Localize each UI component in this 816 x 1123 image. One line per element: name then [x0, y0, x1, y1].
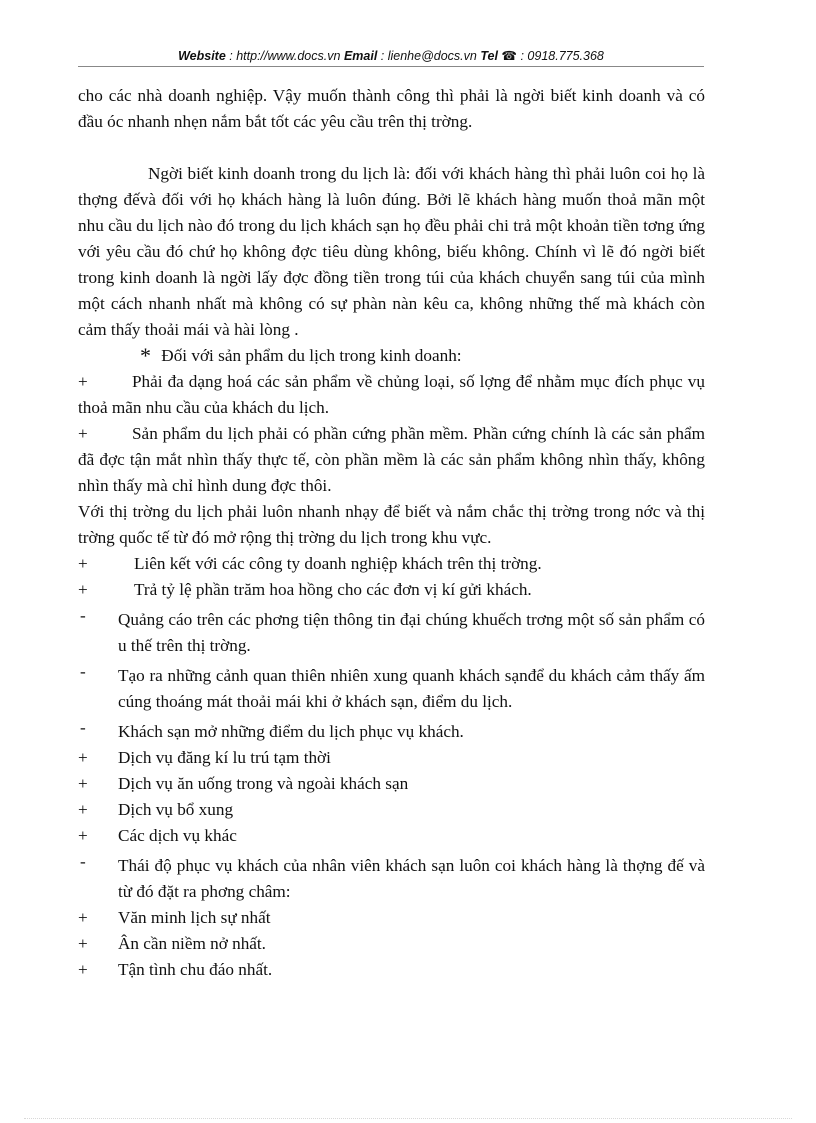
dash-icon: -	[80, 718, 86, 737]
header-divider	[78, 66, 704, 67]
motto-text: Tận tình chu đáo nhất.	[118, 960, 273, 979]
plus-icon: +	[78, 580, 88, 599]
bullet-item-attitude	[78, 853, 705, 905]
list-item	[78, 577, 705, 603]
service-item	[78, 823, 705, 849]
service-text: Dịch vụ bổ xung	[118, 800, 234, 819]
motto-item	[78, 957, 705, 983]
bullet-text: Khách sạn mở những điểm du lịch phục vụ khách.	[118, 722, 464, 741]
plus-icon: +	[78, 826, 88, 845]
plus-icon: +	[78, 424, 88, 443]
website-url[interactable]: : http://www.docs.vn	[229, 49, 341, 63]
email-label: Email	[343, 49, 378, 63]
plus-icon: +	[78, 774, 88, 793]
plus-icon: +	[78, 748, 88, 767]
motto-item	[78, 931, 705, 957]
list-item	[78, 551, 705, 577]
plus-icon: +	[78, 908, 88, 927]
service-item	[78, 745, 705, 771]
tel-number: : 0918.775.368	[520, 49, 604, 63]
section-heading-text: Đối với sản phẩm du lịch trong kinh doanh:	[161, 346, 462, 365]
tel-label: Tel ☎	[480, 49, 517, 63]
list-item-text: Trả tỷ lệ phần trăm hoa hồng cho các đơn vị kí gửi khách.	[134, 580, 532, 599]
paragraph-gap	[78, 135, 705, 161]
service-text: Các dịch vụ khác	[118, 826, 237, 845]
paragraph-market: Với thị trờng du lịch phải luôn nhanh nhạy để biết và nắm chắc thị trờng trong nớc và thị trờng quốc tế từ đó mở rộng thị trờng du lịch trong khu vực.	[78, 502, 705, 547]
service-item	[78, 797, 705, 823]
paragraph-intro: cho các nhà doanh nghiệp. Vậy muốn thành công thì phải là ngời biết kinh doanh và có đầu óc nhanh nhẹn nắm bắt tốt các yêu cầu trên thị trờng.	[78, 86, 705, 131]
motto-text: Ân cần niềm nở nhất.	[118, 934, 266, 953]
dash-icon: -	[80, 852, 86, 871]
email-address[interactable]: : lienhe@docs.vn	[380, 49, 477, 63]
bullet-item	[78, 719, 705, 745]
plus-paragraph-hardware-software	[78, 421, 705, 499]
dash-icon: -	[80, 662, 86, 681]
bullet-text: Quảng cáo trên các phơng tiện thông tin đại chúng khuếch trơng một số sản phẩm có u thế trên thị trờng.	[118, 610, 705, 655]
paragraph-business: Ngời biết kinh doanh trong du lịch là: đối với khách hàng thì phải luôn coi họ là thợng đếvà đối với họ khách hàng là luôn đúng. Bởi lẽ khách hàng muốn thoả mãn một nhu cầu du lịch nào đó trong du lịch khách sạn họ đều phải chi trả một khoản tiền tơng ứng với yêu cầu đó chứ họ không đợc tiêu dùng không, biếu không. Chính vì lẽ đó ngời biết trong kinh doanh là ngời lấy đợc đồng tiền trong túi của khách chuyển sang túi của mình một cách nhanh nhất mà không có sự phàn nàn kêu ca, không những thế mà khách còn cảm thấy thoải mái và hài lòng .	[78, 164, 705, 339]
bullet-text: Thái độ phục vụ khách của nhân viên khách sạn luôn coi khách hàng là thợng đế và từ đó đặt ra phơng châm:	[118, 856, 705, 901]
bullet-item	[78, 607, 705, 659]
motto-text: Văn minh lịch sự nhất	[118, 908, 271, 927]
plus-icon: +	[78, 934, 88, 953]
plus-icon: +	[78, 372, 88, 391]
footer-divider	[24, 1118, 792, 1119]
plus-paragraph-text: Phải đa dạng hoá các sản phẩm về chủng loại, số lợng để nhằm mục đích phục vụ thoả mãn nhu cầu của khách du lịch.	[78, 372, 705, 417]
list-item-text: Liên kết với các công ty doanh nghiệp khách trên thị trờng.	[134, 554, 542, 573]
bullet-text: Tạo ra những cảnh quan thiên nhiên xung quanh khách sạnđể du khách cảm thấy ấm cúng thoáng mát thoải mái khi ở khách sạn, điểm du lịch.	[118, 666, 705, 711]
plus-paragraph-text: Sản phẩm du lịch phải có phần cứng phần mềm. Phần cứng chính là các sản phẩm đã đợc tận mắt nhìn thấy thực tế, còn phần mềm là các sản phẩm không nhìn thấy, không nhìn thấy mà chỉ hình dung đợc thôi.	[78, 424, 705, 495]
plus-icon: +	[78, 800, 88, 819]
document-body	[78, 83, 705, 983]
website-label: Website	[178, 49, 226, 63]
motto-item	[78, 905, 705, 931]
plus-icon: +	[78, 554, 88, 573]
service-text: Dịch vụ đăng kí lu trú tạm thời	[118, 748, 331, 767]
service-item	[78, 771, 705, 797]
dash-icon: -	[80, 606, 86, 625]
service-text: Dịch vụ ăn uống trong và ngoài khách sạn	[118, 774, 409, 793]
plus-paragraph-diversify	[78, 369, 705, 421]
bullet-item	[78, 663, 705, 715]
page-header	[78, 48, 704, 63]
plus-icon: +	[78, 960, 88, 979]
section-heading	[78, 343, 705, 369]
asterisk-icon: *	[140, 343, 151, 368]
